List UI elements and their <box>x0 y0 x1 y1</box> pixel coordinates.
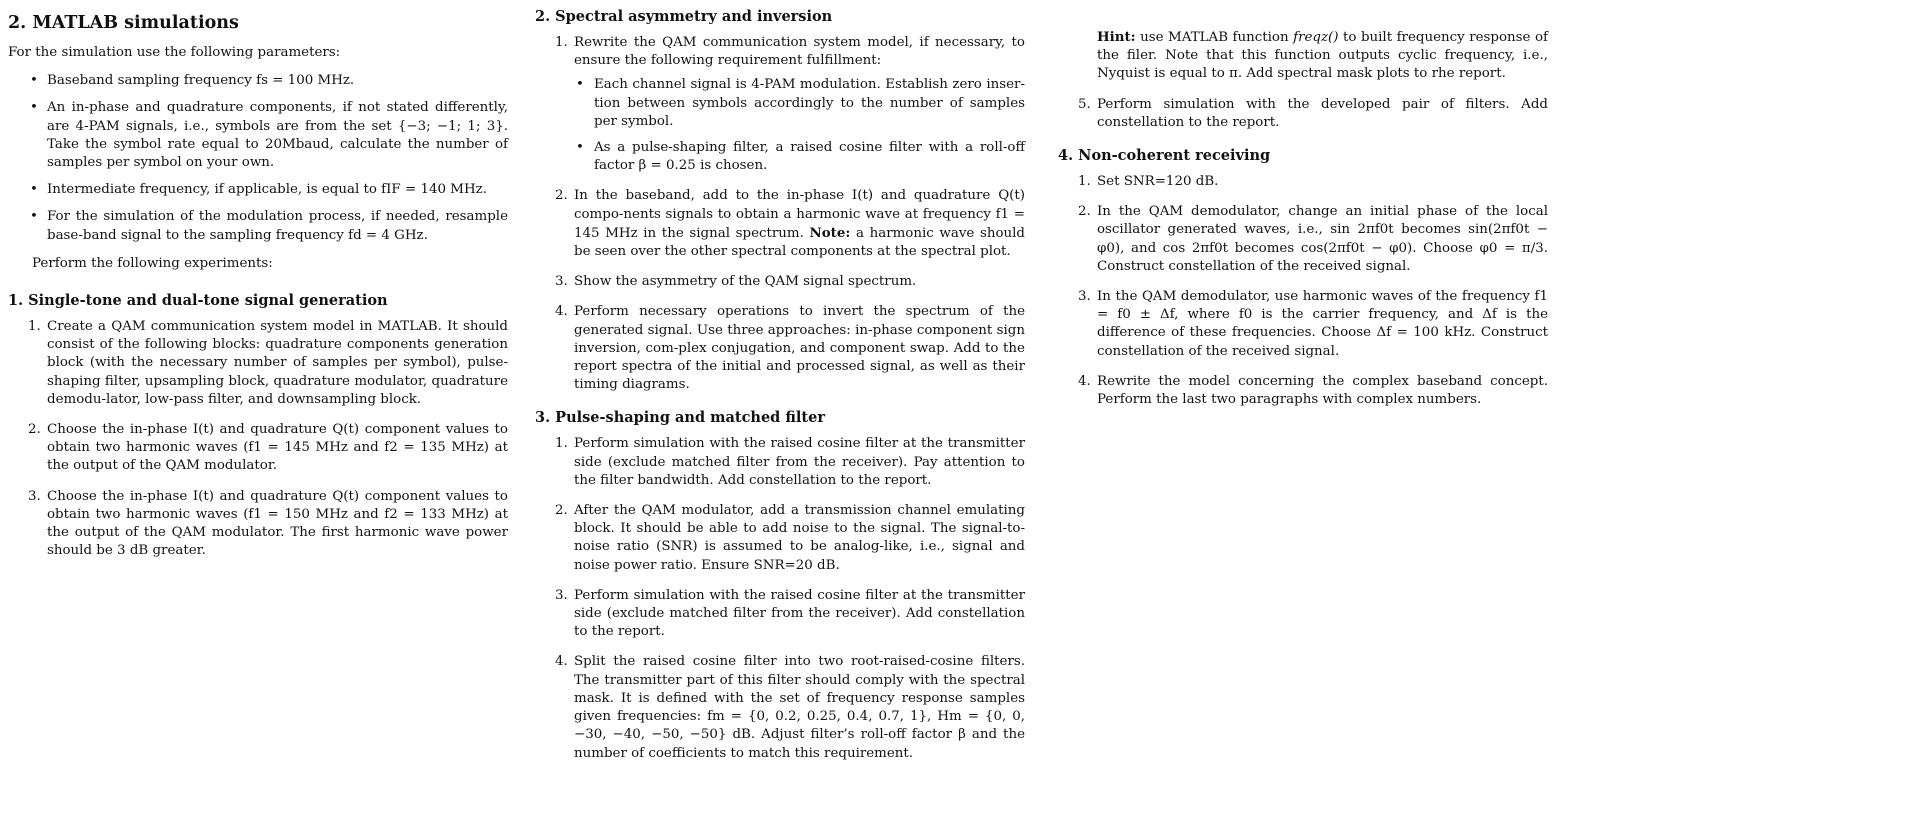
section3-list-continued <box>1058 96 1548 132</box>
list-item: 4. Rewrite the model concerning the complex baseband concept. Perform the last two paragraphs with complex numbers. <box>1078 373 1548 408</box>
note-label: Note: <box>809 224 851 241</box>
section1-list <box>8 318 508 560</box>
list-item: 5. Perform simulation with the developed pair of filters. Add constellation to the report. <box>1078 96 1548 130</box>
section2-list <box>535 34 1025 394</box>
sublist-item: • Each channel signal is 4-PAM modulation. Establish zero inser-tion between symbols accordingly to the number of samples per symbol. <box>574 76 1025 131</box>
param-item: • An in-phase and quadrature components, if not stated differently, are 4-PAM signals, i.e., symbols are from the set {−3; −1; 1; 3}. Take the symbol rate equal to 20Mbaud, calculate the number of samples per symbol on your own. <box>8 99 508 172</box>
list-item: 1. Perform simulation with the raised cosine filter at the transmitter side (exclude matched filter from the receiver). Pay attention to the filter bandwidth. Add constellation to the report. <box>555 436 1025 488</box>
section-title-non-coherent: 4. Non-coherent receiving <box>1058 147 1271 165</box>
list-item: 2. Choose the in-phase I(t) and quadrature Q(t) component values to obtain two harmonic waves (f1 = 145 MHz and f2 = 135 MHz) at the output of the QAM modulator. <box>28 422 508 474</box>
param-item: • Intermediate frequency, if applicable, is equal to fIF = 140 MHz. <box>8 181 508 199</box>
list-item: 4. Split the raised cosine filter into two root-raised-cosine filters. The transmitter part of this filter should comply with the spectral mask. It is defined with the set of frequency response samples given frequencies: fm = {0, 0.2, 0.25, 0.4, 0.7, 1}, Hm = {0, 0, −30, −40, −50, −50} dB. Adjust filter’s roll-off factor β and the number of coefficients to match this requirement. <box>555 654 1025 761</box>
section-title-single-dual-tone: 1. Single-tone and dual-tone signal generation <box>8 292 388 310</box>
param-item: • Baseband sampling frequency fs = 100 MHz. <box>8 72 508 90</box>
list-item: 3. Show the asymmetry of the QAM signal spectrum. <box>555 274 917 290</box>
list-item: 4. Perform necessary operations to invert the spectrum of the generated signal. Use three approaches: in-phase component sign inversion, com-plex conjugation, and component swap. Add to the report spectra of the initial and processed signal, as well as their timing diagrams. <box>555 304 1025 393</box>
hint-label: Hint: <box>1097 29 1136 45</box>
list-item: 2. After the QAM modulator, add a transmission channel emulating block. It should be able to add noise to the signal. The signal-to-noise ratio (SNR) is assumed to be analog-like, i.e., signal and noise power ratio. Ensure SNR=20 dB. <box>555 503 1025 573</box>
list-item: 3. Choose the in-phase I(t) and quadrature Q(t) component values to obtain two harmonic waves (f1 = 150 MHz and f2 = 133 MHz) at the output of the QAM modulator. The first harmonic wave power should be 3 dB greater. <box>28 488 508 559</box>
requirements-sublist <box>574 76 1025 175</box>
section-title-pulse-shaping: 3. Pulse-shaping and matched filter <box>535 409 825 427</box>
list-item: 3. Perform simulation with the raised cosine filter at the transmitter side (exclude matched filter from the receiver). Add constellation to the report. <box>555 587 1025 640</box>
experiments-intro: Perform the following experiments: <box>32 255 273 271</box>
list-item: 1. Create a QAM communication system model in MATLAB. It should consist of the following blocks: quadrature components generation block (with the necessary number of samples per symbol), pulse-shaping filter, upsampling block, quadrature modulator, quadrature demodu-lator, low-pass filter, and downsampling block. <box>28 319 508 407</box>
section-title-matlab-simulations: 2. MATLAB simulations <box>8 13 239 33</box>
column-left <box>8 0 508 574</box>
column-middle <box>535 0 1025 777</box>
parameters-intro: For the simulation use the following parameters: <box>8 45 341 60</box>
sublist-item: • As a pulse-shaping filter, a raised cosine filter with a roll-off factor β = 0.25 is chosen. <box>574 139 1025 175</box>
section3-list <box>535 435 1025 762</box>
list-item: 2. In the QAM demodulator, change an initial phase of the local oscillator generated waves, i.e., sin 2πf0t becomes sin(2πf0t − φ0), and cos 2πf0t becomes cos(2πf0t − φ0). Choose φ0 = π/3. Construct constellation of the received signal. <box>1078 204 1548 274</box>
section-title-spectral-asymmetry: 2. Spectral asymmetry and inversion <box>535 8 833 25</box>
freqz-function: freqz() <box>1293 30 1339 45</box>
section4-list <box>1058 173 1548 409</box>
param-item: • For the simulation of the modulation process, if needed, resample base-band signal to the sampling frequency fd = 4 GHz. <box>8 208 508 244</box>
list-item: 1. Rewrite the QAM communication system model, if necessary, to ensure the following requirement fulfillment: • Each channel signal is 4-PAM modulation. Establish zero inser-tion between symbols accordingly to the number of samples per symbol. • As a pulse-shaping filter, a raised cosine filter with a roll-off factor β = 0.25 is chosen. <box>535 34 1025 175</box>
parameters-list <box>8 72 508 245</box>
list-item: 3. In the QAM demodulator, use harmonic waves of the frequency f1 = f0 ± Δf, where f0 is the carrier frequency, and Δf is the difference of these frequencies. Choose Δf = 100 kHz. Construct constellation of the received signal. <box>1078 289 1548 359</box>
list-item: 1. Set SNR=120 dB. <box>1078 174 1219 190</box>
column-right <box>1058 0 1548 423</box>
list-item: 2. In the baseband, add to the in-phase I(t) and quadrature Q(t) compo-nents signals to obtain a harmonic wave at frequency f1 = 145 MHz in the signal spectrum. Note: a harmonic wave should be seen over the other spectral components at the spectral plot. <box>555 188 1025 260</box>
hint-paragraph: Hint: use MATLAB function freqz() to built frequency response of the filer. Note that this function outputs cyclic frequency, i.e., Nyquist is equal to π. Add spectral mask plots to rhe report. <box>1097 29 1548 82</box>
